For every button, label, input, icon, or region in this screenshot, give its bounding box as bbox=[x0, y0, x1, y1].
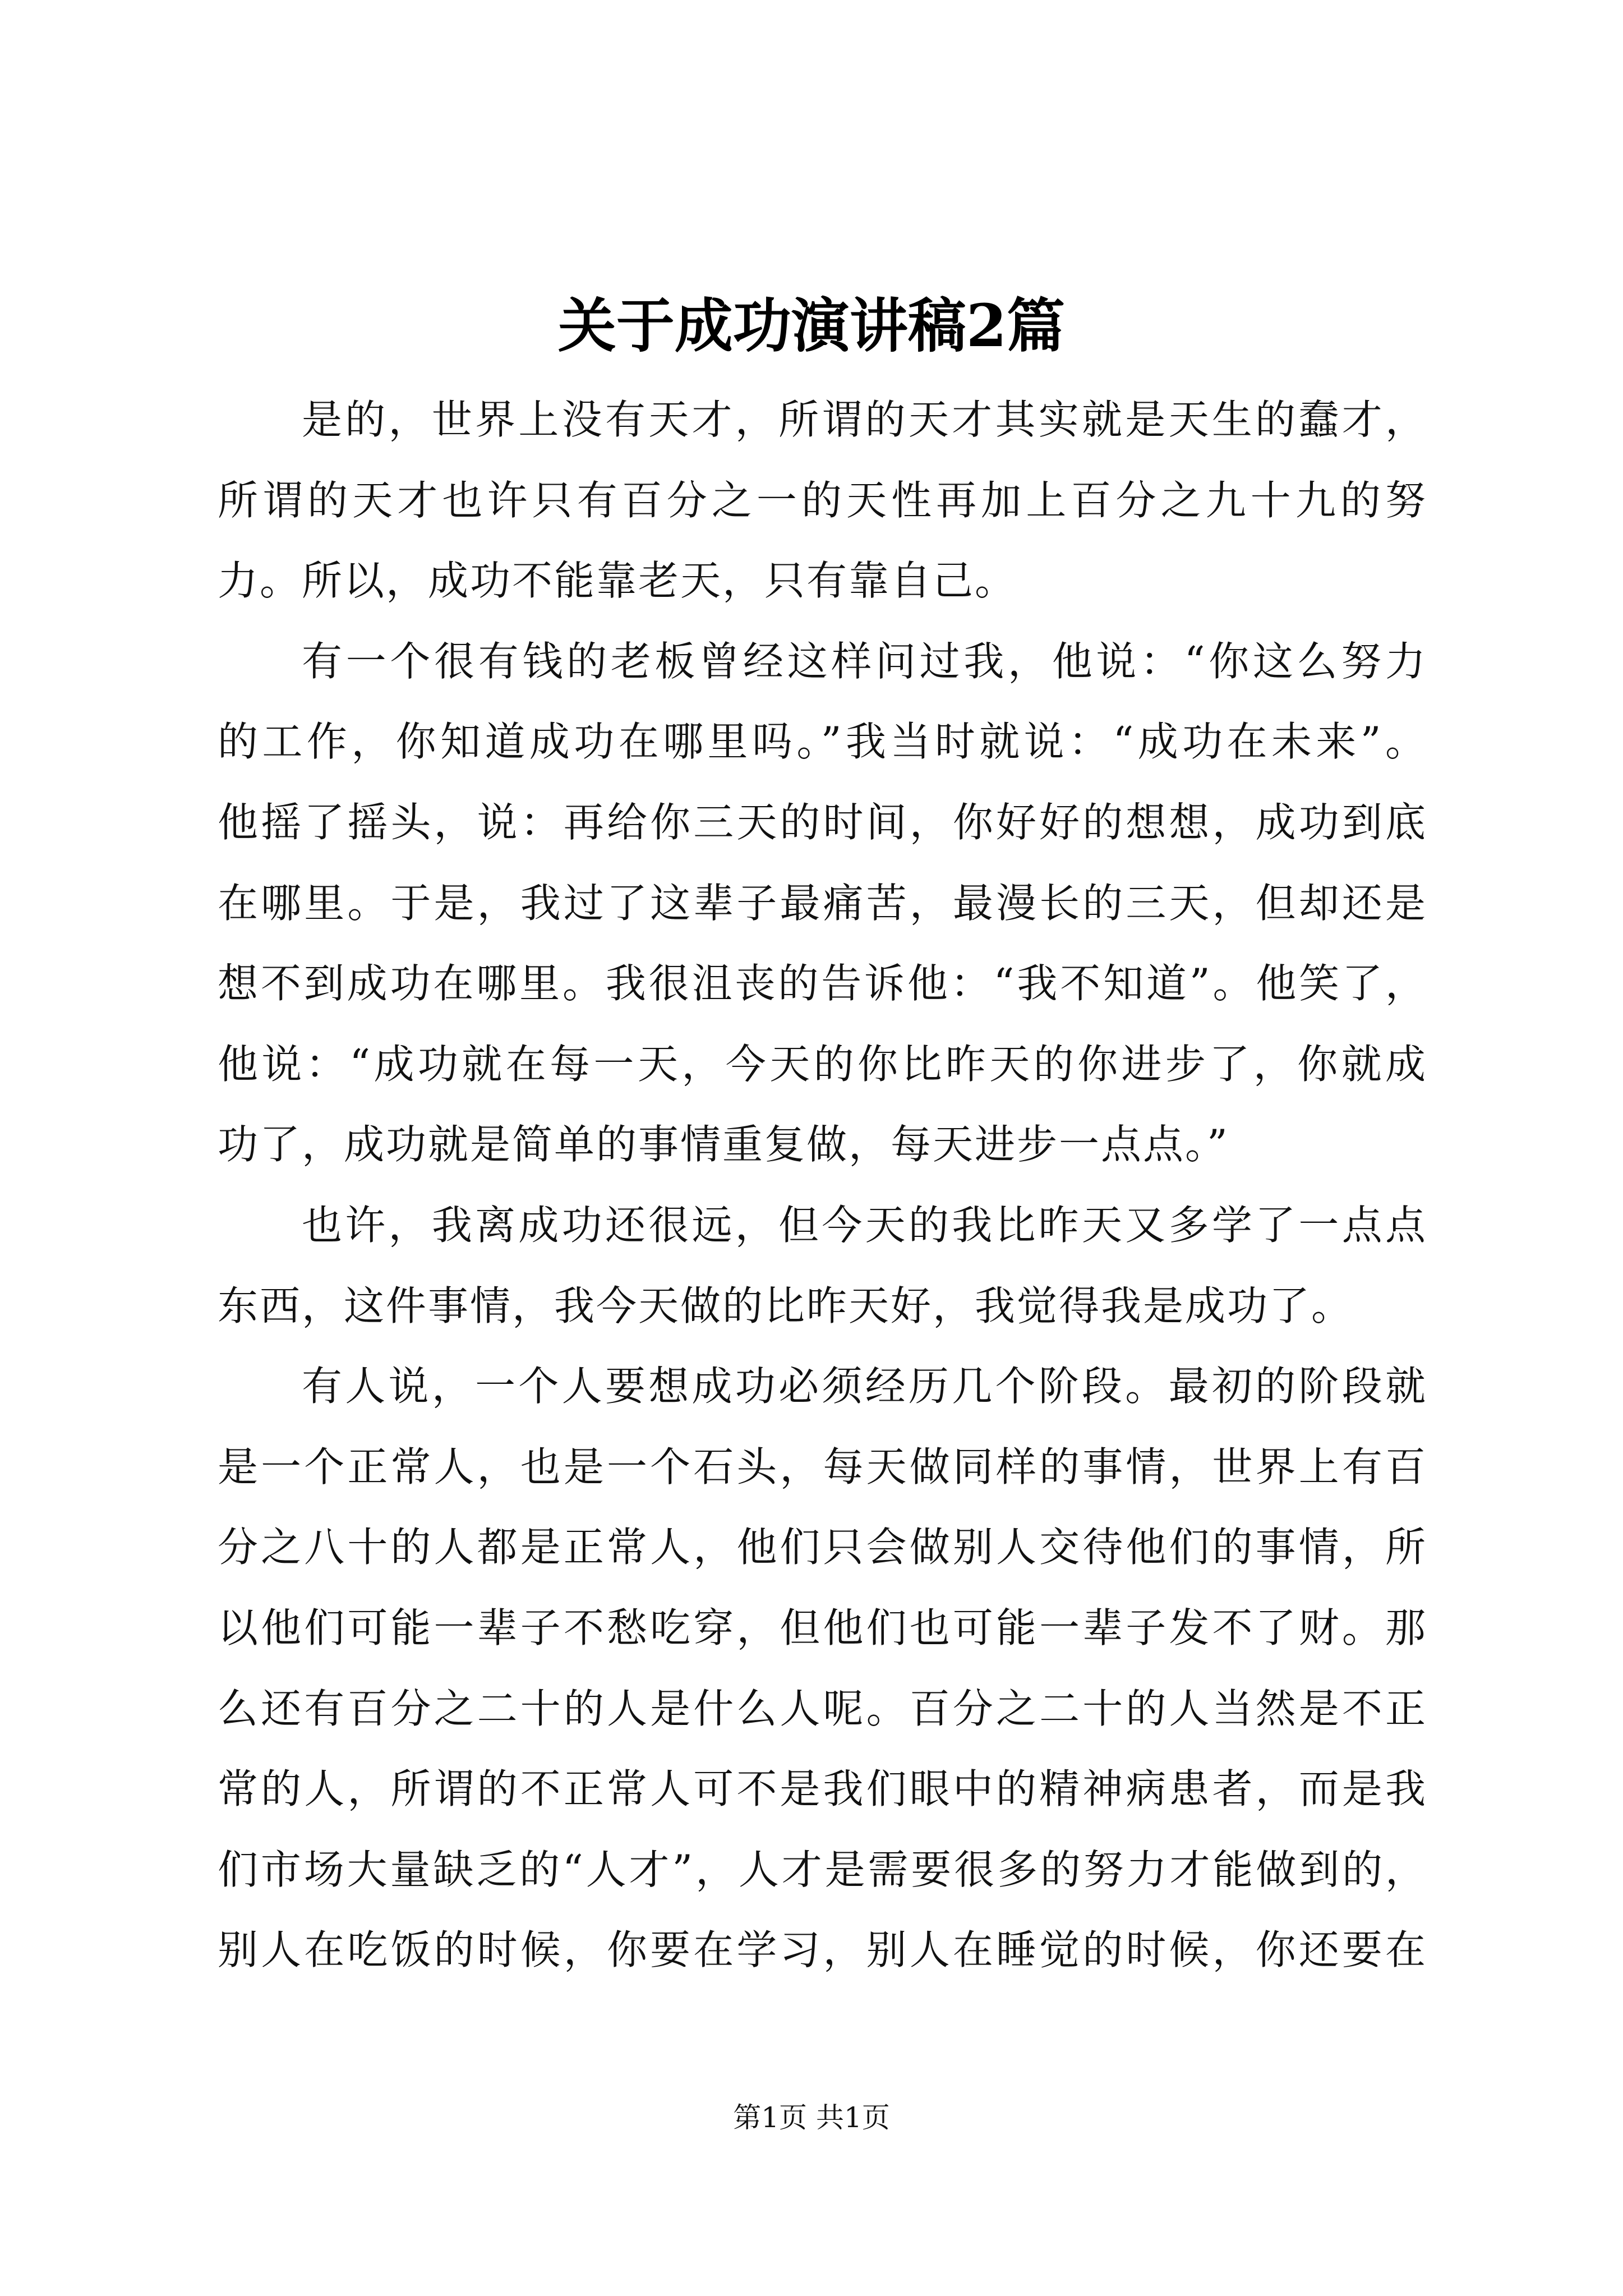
paragraph-line: 的工作，你知道成功在哪里吗。”我当时就说：“成功在未来”。 bbox=[218, 718, 1427, 766]
paragraph-line: 别人在吃饭的时候，你要在学习，别人在睡觉的时候，你还要在 bbox=[218, 1926, 1427, 1974]
paragraph-line: 分之八十的人都是正常人，他们只会做别人交待他们的事情，所 bbox=[218, 1524, 1427, 1571]
paragraph-line: 想不到成功在哪里。我很沮丧的告诉他：“我不知道”。他笑了， bbox=[218, 960, 1427, 1007]
paragraph-1 bbox=[218, 380, 1427, 622]
paragraph-4 bbox=[218, 1346, 1427, 1991]
paragraph-line: 有一个很有钱的老板曾经这样问过我，他说：“你这么努力 bbox=[302, 637, 1427, 685]
paragraph-2 bbox=[218, 622, 1427, 1185]
page-number-footer: 第1页 共1页 bbox=[733, 2101, 890, 2134]
paragraph-line: 么还有百分之二十的人是什么人呢。百分之二十的人当然是不正 bbox=[218, 1685, 1427, 1732]
paragraph-line: 也许，我离成功还很远，但今天的我比昨天又多学了一点点 bbox=[302, 1201, 1427, 1249]
paragraph-3 bbox=[218, 1185, 1427, 1346]
paragraph-line: 力。所以，成功不能靠老天，只有靠自己。 bbox=[218, 557, 1017, 605]
paragraph-line: 以他们可能一辈子不愁吃穿，但他们也可能一辈子发不了财。那 bbox=[218, 1604, 1427, 1651]
paragraph-line: 有人说，一个人要想成功必须经历几个阶段。最初的阶段就 bbox=[302, 1363, 1427, 1410]
paragraph-line: 他摇了摇头，说：再给你三天的时间，你好好的想想，成功到底 bbox=[218, 798, 1427, 846]
paragraph-line: 是的，世界上没有天才，所谓的天才其实就是天生的蠢才， bbox=[302, 396, 1427, 443]
paragraph-line: 常的人，所谓的不正常人可不是我们眼中的精神病患者，而是我 bbox=[218, 1765, 1427, 1813]
paragraph-line: 他说：“成功就在每一天，今天的你比昨天的你进步了，你就成 bbox=[218, 1040, 1427, 1088]
paragraph-line: 所谓的天才也许只有百分之一的天性再加上百分之九十九的努 bbox=[218, 476, 1427, 524]
paragraph-line: 们市场大量缺乏的“人才”，人才是需要很多的努力才能做到的， bbox=[218, 1846, 1427, 1893]
paragraph-line: 是一个正常人，也是一个石头，每天做同样的事情，世界上有百 bbox=[218, 1443, 1427, 1490]
paragraph-line: 功了，成功就是简单的事情重复做，每天进步一点点。” bbox=[218, 1121, 1229, 1168]
paragraph-line: 东西，这件事情，我今天做的比昨天好，我觉得我是成功了。 bbox=[218, 1282, 1354, 1329]
document-title: 关于成功演讲稿2篇 bbox=[557, 291, 1066, 360]
paragraph-line: 在哪里。于是，我过了这辈子最痛苦，最漫长的三天，但却还是 bbox=[218, 879, 1427, 927]
document-body bbox=[218, 380, 1427, 1991]
